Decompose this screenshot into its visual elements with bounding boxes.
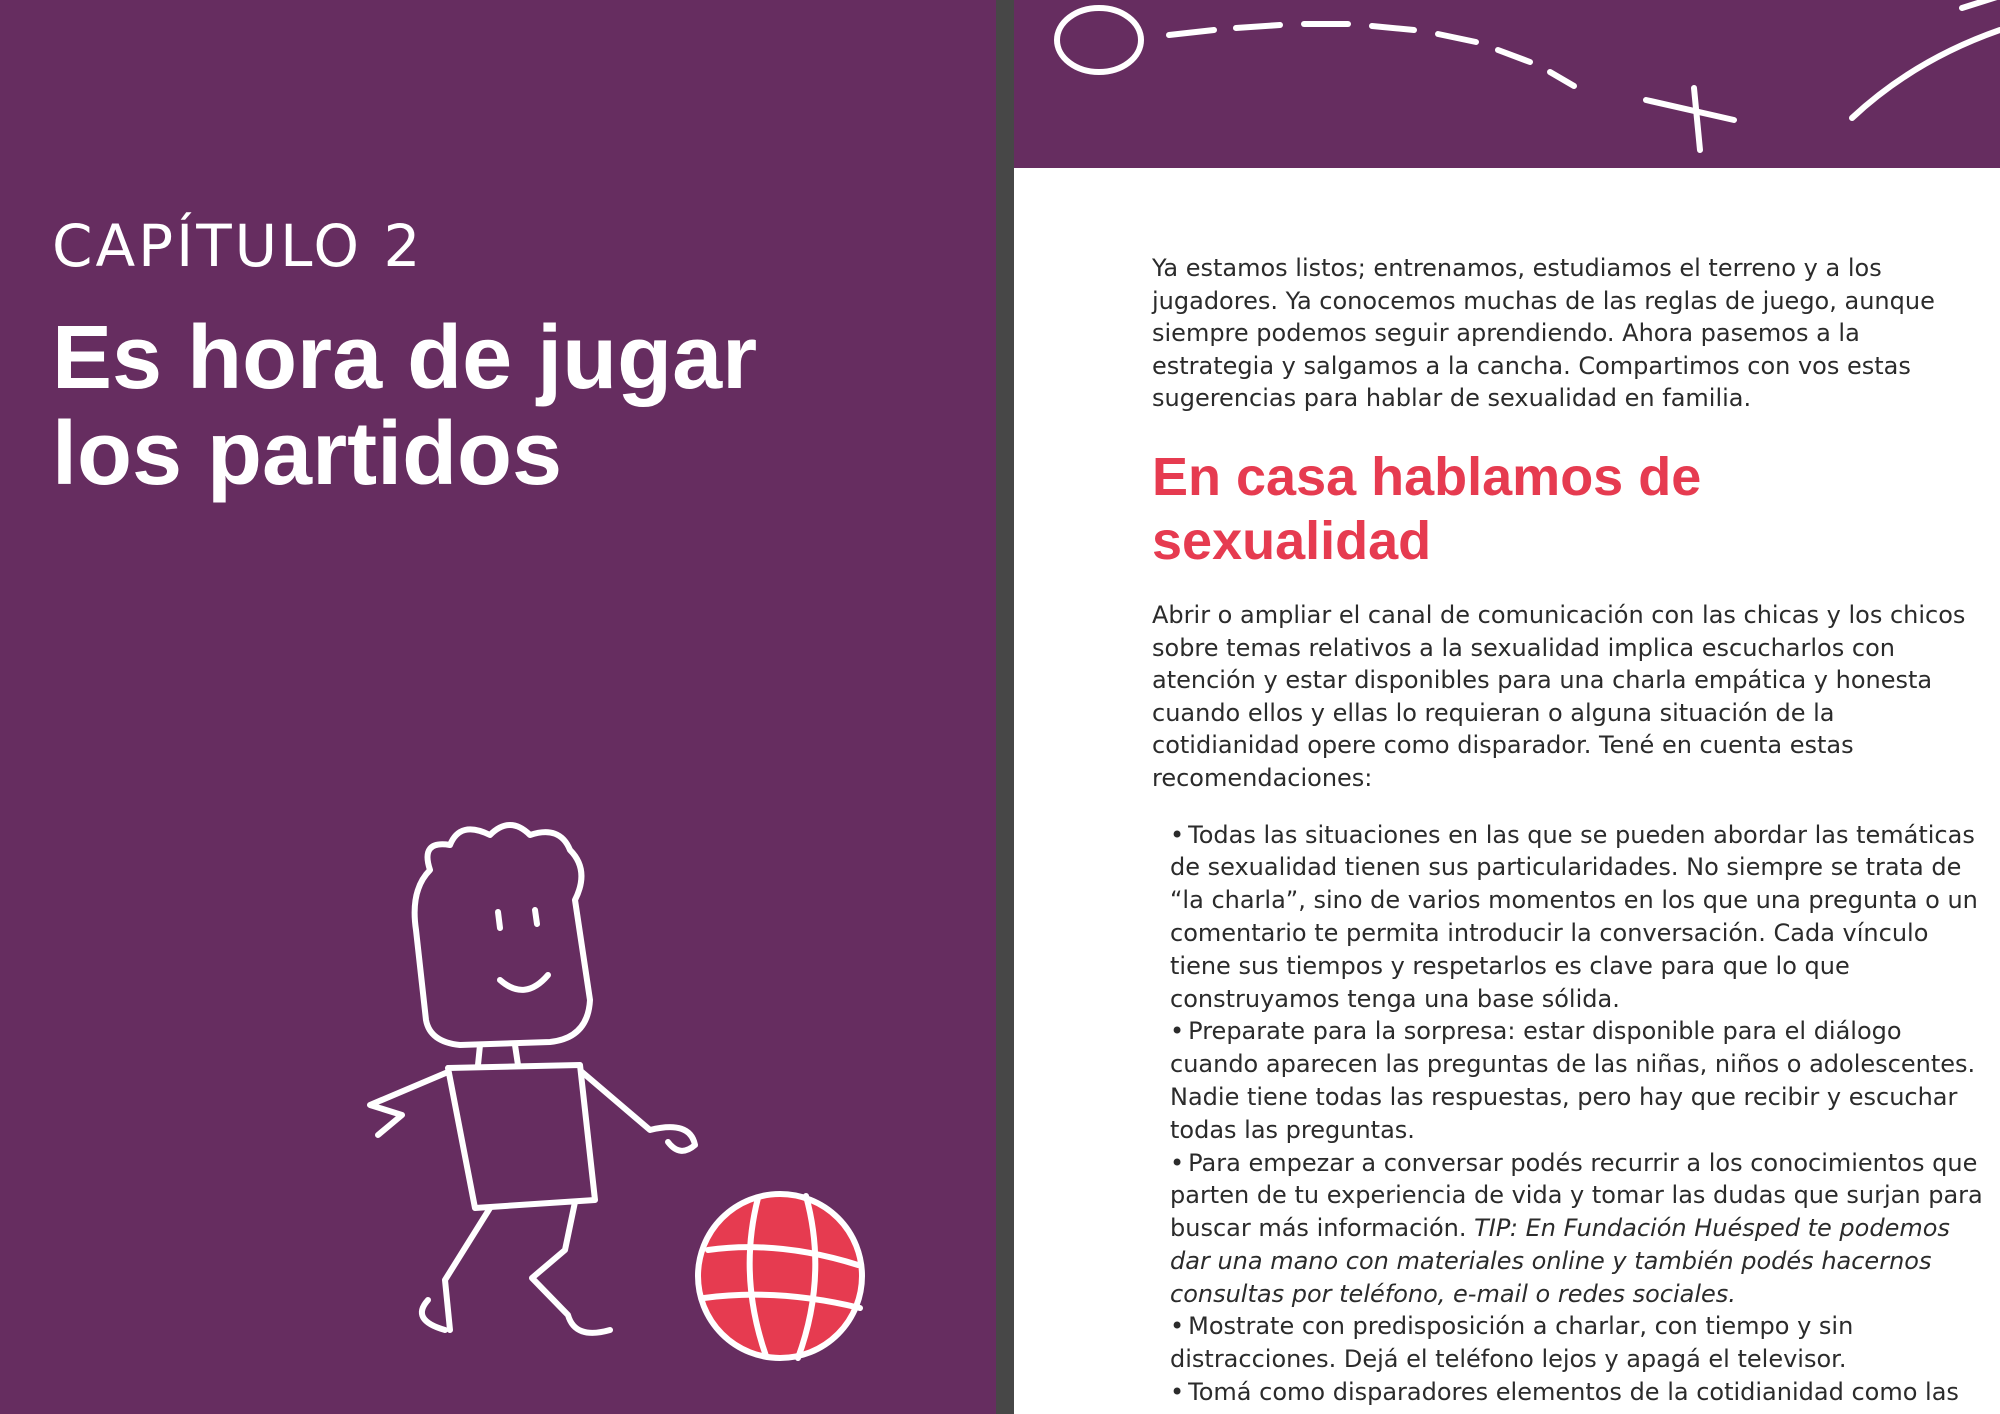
list-item-text: Tomá como disparadores elementos de la cotidianidad como las [1188,1378,1959,1407]
chapter-title-line-2: los partidos [52,404,563,504]
left-page [0,0,996,1414]
section-heading-line-1: En casa hablamos de [1152,446,1702,507]
list-item: • Para empezar a conversar podés recurrir a los conocimientos que parten de tu experiencia de vida y tomar las dudas que surjan para buscar más información. TIP: En Fundación Huésped te podemos dar una mano con materiales online y también podés hacernos consultas por teléfono, e-mail o redes sociales. [1170,1148,1983,1308]
list-item-text: Para empezar a conversar podés recurrir a los conocimientos que parten de tu experiencia de vida y tomar las dudas que surjan para buscar más información. [1170,1148,1983,1243]
tip-text: TIP: En Fundación Huésped te podemos dar una mano con materiales online y también podés hacernos consultas por teléfono, e-mail o redes sociales. [1170,1214,1950,1308]
body-paragraph: Abrir o ampliar el canal de comunicación con las chicas y los chicos sobre temas relativos a la sexualidad implica escucharlos con atención y estar disponibles para una charla empática y honesta cuando ellos y ellas lo requieran o alguna situación de la cotidianidad opere como disparador. Tené en cuenta estas recomendaciones: [1152,600,1966,792]
page-gutter [996,0,1014,1414]
chapter-label: CAPÍTULO 2 [52,212,424,280]
list-item-text: Preparate para la sorpresa: estar disponible para el diálogo cuando aparecen las preguntas de las niñas, niños o adolescentes. Nadie tiene todas las respuestas, pero hay que recibir y escuchar todas las preguntas. [1170,1017,1976,1144]
intro-paragraph: Ya estamos listos; entrenamos, estudiamos el terreno y a los jugadores. Ya conocemos muchas de las reglas de juego, aunque siempre podemos seguir aprendiendo. Ahora pasemos a la estrategia y salgamos a la cancha. Compartimos con vos estas sugerencias para hablar de sexualidad en familia. [1152,254,1935,413]
header-band [1014,0,2000,168]
section-heading [1152,445,1986,573]
chalk-play-diagram [1014,0,2000,168]
list-item-text: Todas las situaciones en las que se pueden abordar las temáticas de sexualidad tienen sus particularidades. No siempre se trata de “la charla”, sino de varios momentos en los que una pregunta o un comentario te permita introducir la conversación. Cada vínculo tiene sus tiempos y respetarlos es clave para que lo que construyamos tenga una base sólida. [1170,820,1978,1013]
list-item-text: Mostrate con predisposición a charlar, con tiempo y sin distracciones. Dejá el teléfono lejos y apagá el televisor. [1170,1312,1854,1374]
chapter-title-line-1: Es hora de jugar [52,308,758,408]
chalk-ball-icon [688,1180,878,1370]
section-heading-line-2: sexualidad [1152,510,1432,571]
content-column [1152,252,1986,1409]
recommendations-list [1152,819,1986,1409]
right-page [1014,0,2000,1414]
list-item: • Todas las situaciones en las que se pueden abordar las temáticas de sexualidad tienen sus particularidades. No siempre se trata de “la charla”, sino de varios momentos en los que una pregunta o un comentario te permita introducir la conversación. Cada vínculo tiene sus tiempos y respetarlos es clave para que lo que construyamos tenga una base sólida. [1170,820,1978,1013]
list-item: • Tomá como disparadores elementos de la cotidianidad como las [1170,1378,1959,1407]
chapter-title [52,310,952,502]
list-item: • Mostrate con predisposición a charlar, con tiempo y sin distracciones. Dejá el teléfono lejos y apagá el televisor. [1170,1312,1854,1374]
list-item: • Preparate para la sorpresa: estar disponible para el diálogo cuando aparecen las preguntas de las niñas, niños o adolescentes. Nadie tiene todas las respuestas, pero hay que recibir y escuchar todas las preguntas. [1170,1017,1976,1144]
